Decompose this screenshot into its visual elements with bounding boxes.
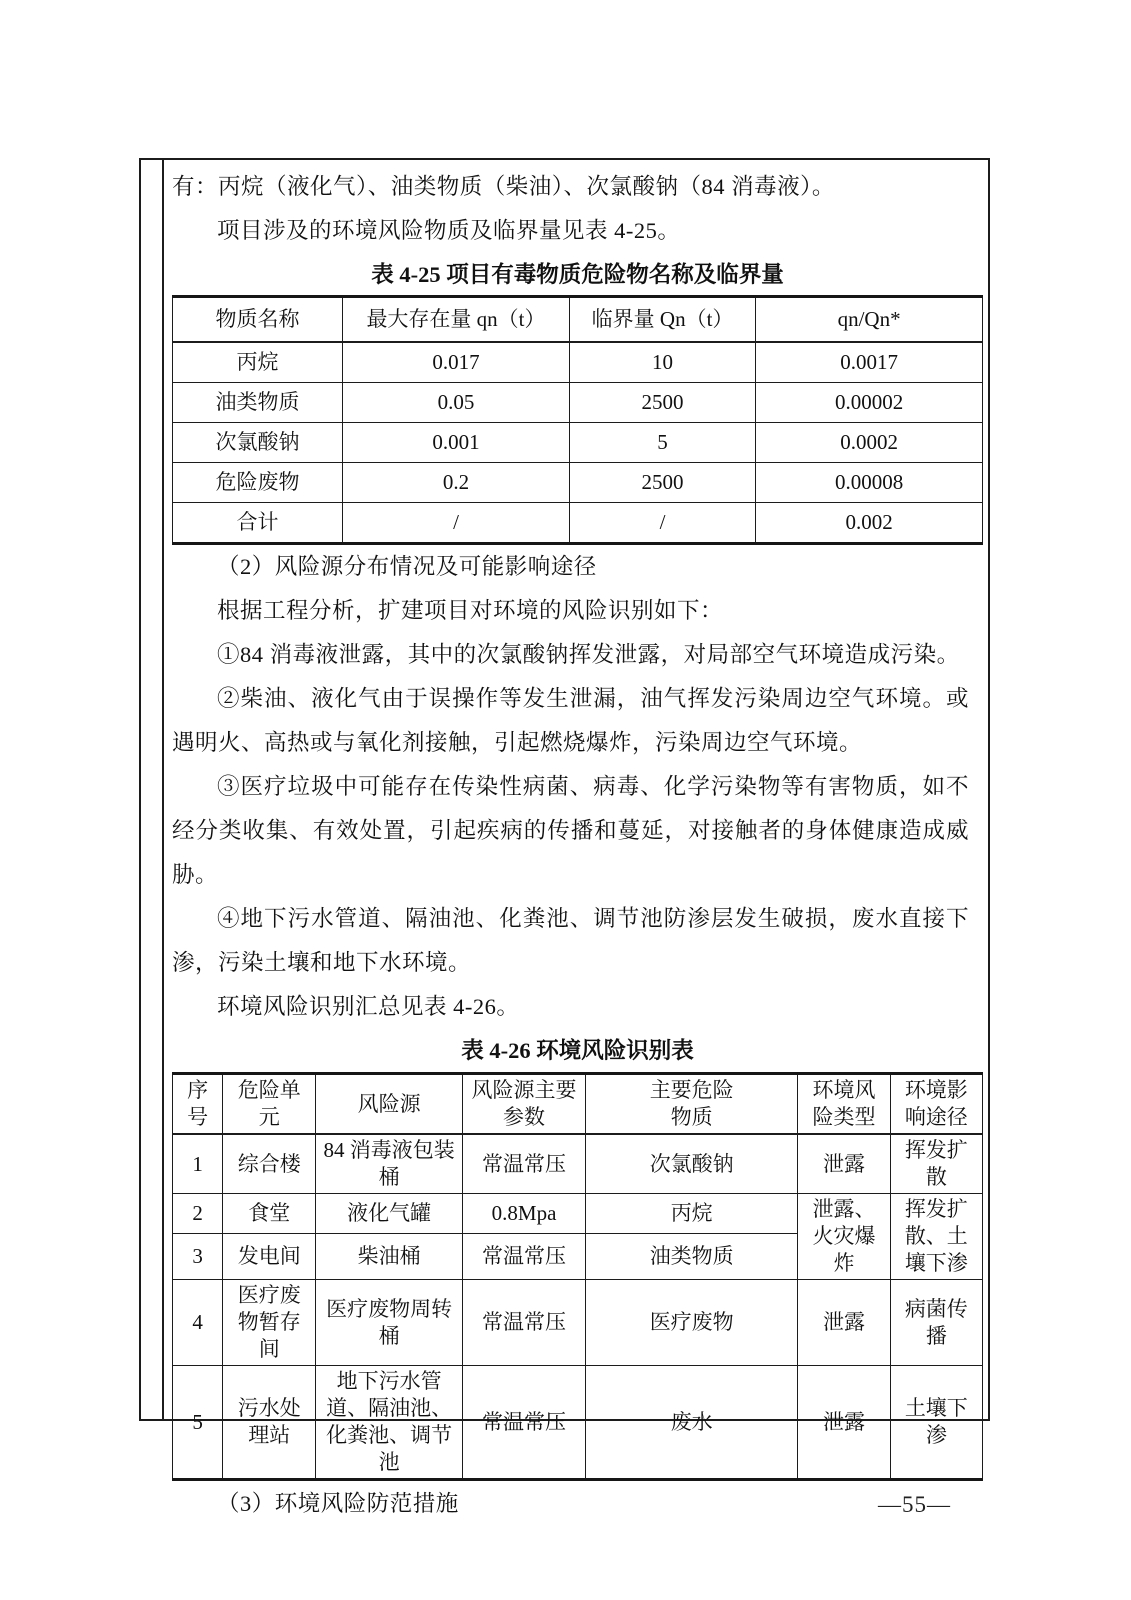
cell: 发电间 (223, 1234, 316, 1280)
cell: 0.05 (343, 383, 570, 423)
cell: 5 (173, 1366, 223, 1480)
cell: 0.017 (343, 342, 570, 383)
cell: 0.8Mpa (462, 1194, 585, 1234)
cell: 医疗废物 (586, 1280, 798, 1366)
cell: 医疗废物周转桶 (316, 1280, 463, 1366)
table-4-26 (172, 1072, 983, 1481)
cell: 3 (173, 1234, 223, 1280)
cell: 食堂 (223, 1194, 316, 1234)
page-number: —55— (878, 1492, 951, 1517)
closing-paragraph: （3）环境风险防范措施 (217, 1491, 459, 1516)
left-gutter (141, 160, 164, 1419)
cell: 地下污水管道、隔油池、化粪池、调节池 (316, 1366, 463, 1480)
cell: 废水 (586, 1366, 798, 1480)
cell: 4 (173, 1280, 223, 1366)
table-4-26-header-row (173, 1074, 983, 1135)
cell: 0.0002 (756, 423, 983, 463)
cell: 5 (569, 423, 755, 463)
intro-paragraph-1: 有：丙烷（液化气）、油类物质（柴油）、次氯酸钠（84 消毒液）。 (172, 174, 835, 199)
cell: 2 (173, 1194, 223, 1234)
merged-cell: 挥发扩散、土壤下渗 (890, 1194, 982, 1280)
cell: / (343, 503, 570, 544)
cell: 危险废物 (173, 463, 343, 503)
paragraph-item-2: ②柴油、液化气由于误操作等发生泄漏，油气挥发污染周边空气环境。或遇明火、高热或与氧化剂接触，引起燃烧爆炸，污染周边空气环境。 (172, 686, 969, 755)
cell: / (569, 503, 755, 544)
table-row (173, 1194, 983, 1234)
table-4-25 (172, 295, 983, 545)
cell: 泄露 (798, 1280, 890, 1366)
column-header: 物质名称 (173, 297, 343, 343)
cell: 0.002 (756, 503, 983, 544)
cell: 次氯酸钠 (586, 1134, 798, 1194)
paragraph-item-4: ④地下污水管道、隔油池、化粪池、调节池防渗层发生破损，废水直接下渗，污染土壤和地下水环境。 (172, 906, 969, 975)
cell: 0.00008 (756, 463, 983, 503)
cell: 液化气罐 (316, 1194, 463, 1234)
table-row (173, 1134, 983, 1194)
table-row (173, 463, 983, 503)
intro-paragraph-2: 项目涉及的环境风险物质及临界量见表 4-25。 (217, 218, 681, 243)
column-header: qn/Qn* (756, 297, 983, 343)
table-4-25-header-row (173, 297, 983, 343)
cell: 0.0017 (756, 342, 983, 383)
table-4-25-title: 表 4-25 项目有毒物质危险物名称及临界量 (371, 262, 784, 287)
cell: 污水处理站 (223, 1366, 316, 1480)
table-row (173, 1280, 983, 1366)
column-header: 风险源 (316, 1074, 463, 1135)
cell: 0.2 (343, 463, 570, 503)
cell: 常温常压 (462, 1280, 585, 1366)
table-row (173, 423, 983, 463)
table-row (173, 1366, 983, 1480)
cell: 常温常压 (462, 1134, 585, 1194)
cell: 84 消毒液包装桶 (316, 1134, 463, 1194)
cell: 0.00002 (756, 383, 983, 423)
column-header: 环境影响途径 (890, 1074, 982, 1135)
cell: 2500 (569, 383, 755, 423)
cell: 2500 (569, 463, 755, 503)
table-row (173, 383, 983, 423)
cell: 综合楼 (223, 1134, 316, 1194)
cell: 合计 (173, 503, 343, 544)
column-header: 风险源主要参数 (462, 1074, 585, 1135)
cell: 医疗废物暂存间 (223, 1280, 316, 1366)
paragraph-table-ref: 环境风险识别汇总见表 4-26。 (217, 994, 520, 1019)
merged-cell: 泄露、火灾爆炸 (798, 1194, 890, 1280)
table-row (173, 503, 983, 544)
cell: 挥发扩散 (890, 1134, 982, 1194)
cell: 油类物质 (586, 1234, 798, 1280)
column-header: 最大存在量 qn（t） (343, 297, 570, 343)
cell: 次氯酸钠 (173, 423, 343, 463)
paragraph-item-1: ①84 消毒液泄露，其中的次氯酸钠挥发泄露，对局部空气环境造成污染。 (217, 642, 960, 667)
column-header: 环境风险类型 (798, 1074, 890, 1135)
cell: 常温常压 (462, 1234, 585, 1280)
cell: 丙烷 (173, 342, 343, 383)
cell: 土壤下渗 (890, 1366, 982, 1480)
column-header: 序号 (173, 1074, 223, 1135)
column-header: 主要危险物质 (586, 1074, 798, 1135)
cell: 丙烷 (586, 1194, 798, 1234)
cell: 0.001 (343, 423, 570, 463)
paragraph-risk-heading: （2）风险源分布情况及可能影响途径 (217, 554, 597, 579)
table-4-26-title: 表 4-26 环境风险识别表 (461, 1038, 694, 1063)
cell: 病菌传播 (890, 1280, 982, 1366)
paragraph: 根据工程分析，扩建项目对环境的风险识别如下： (217, 598, 724, 623)
cell: 泄露 (798, 1366, 890, 1480)
cell: 10 (569, 342, 755, 383)
cell: 柴油桶 (316, 1234, 463, 1280)
cell: 1 (173, 1134, 223, 1194)
cell: 油类物质 (173, 383, 343, 423)
column-header: 危险单元 (223, 1074, 316, 1135)
paragraph-item-3: ③医疗垃圾中可能存在传染性病菌、病毒、化学污染物等有害物质，如不经分类收集、有效处置，引起疾病的传播和蔓延，对接触者的身体健康造成威胁。 (172, 774, 969, 887)
column-header: 临界量 Qn（t） (569, 297, 755, 343)
cell: 泄露 (798, 1134, 890, 1194)
table-row (173, 342, 983, 383)
cell: 常温常压 (462, 1366, 585, 1480)
